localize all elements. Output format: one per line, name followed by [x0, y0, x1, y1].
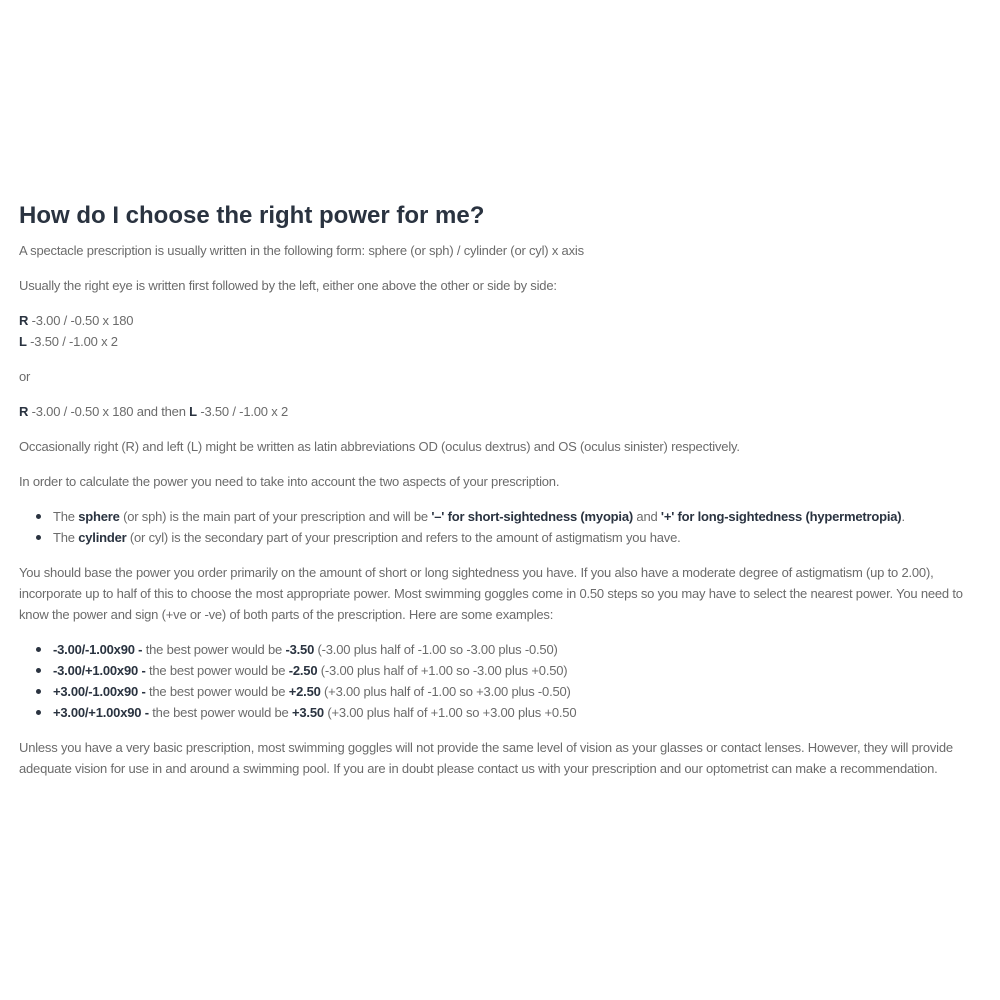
example-rx: -3.00/+1.00x90 -: [53, 663, 146, 678]
base-power-paragraph: You should base the power you order primarily on the amount of short or long sightedness you have. If you also have a moderate degree of astigmatism (up to 2.00), incorporate up to half of this to choose the most appropriate power. Most swimming goggles come in 0.50 steps so you may have to select the nearest power. You need to know the power and sign (+ve or -ve) of both parts of the prescription. Here are some examples:: [19, 565, 963, 622]
example-mid: the best power would be: [142, 642, 286, 657]
example-mid: the best power would be: [145, 663, 289, 678]
list-item-sphere: [53, 506, 994, 527]
list-item-example: [53, 639, 994, 660]
example-power: +2.50: [288, 684, 321, 699]
example-mid: the best power would be: [145, 684, 289, 699]
cylinder-rest: (or cyl) is the secondary part of your prescription and refers to the amount of astigmatism you have.: [126, 530, 681, 545]
sphere-plus: '+' for long-sightedness (hypermetropia): [660, 509, 902, 524]
closing-paragraph: Unless you have a very basic prescription, most swimming goggles will not provide the same level of vision as your glasses or contact lenses. However, they will provide adequate vision for use in and around a swimming pool. If you are in doubt please contact us with your prescription and our optometrist can make a recommendation.: [19, 740, 953, 776]
list-item-example: [53, 660, 994, 681]
cylinder-pre: The: [53, 530, 79, 545]
right-eye-first-paragraph: Usually the right eye is written first followed by the left, either one above the other or side by side:: [19, 278, 557, 293]
abbreviations-paragraph: Occasionally right (R) and left (L) might be written as latin abbreviations OD (oculus dextrus) and OS (oculus sinister) respectively.: [19, 439, 740, 454]
example-power: +3.50: [292, 705, 324, 720]
example-calc: (+3.00 plus half of +1.00 so +3.00 plus +0.50: [323, 705, 577, 720]
example-calc: (+3.00 plus half of -1.00 so +3.00 plus -0.50): [320, 684, 571, 699]
list-item-example: [53, 702, 994, 723]
example-calc: (-3.00 plus half of +1.00 so -3.00 plus +0.50): [317, 663, 568, 678]
sphere-end: .: [901, 509, 905, 524]
sphere-mid: (or sph) is the main part of your prescription and will be: [119, 509, 432, 524]
prescription-right-line: [19, 310, 994, 331]
inline-left-eye-value: -3.50 / -1.00 x 2: [196, 404, 288, 419]
sphere-pre: The: [53, 509, 79, 524]
sphere-term: sphere: [78, 509, 120, 524]
examples-list: [19, 639, 994, 723]
inline-left-eye-label: L: [189, 404, 197, 419]
aspects-list: [19, 506, 994, 548]
sphere-minus: '–' for short-sightedness (myopia): [431, 509, 633, 524]
or-separator: or: [19, 369, 31, 384]
example-power: -3.50: [285, 642, 315, 657]
sphere-and: and: [633, 509, 661, 524]
prescription-left-line: [19, 331, 994, 352]
page-title: How do I choose the right power for me?: [19, 202, 485, 229]
list-item-cylinder: [53, 527, 994, 548]
inline-right-eye-label: R: [19, 404, 29, 419]
left-eye-value: -3.50 / -1.00 x 2: [26, 334, 118, 349]
right-eye-value: -3.00 / -0.50 x 180: [28, 313, 134, 328]
intro-paragraph: A spectacle prescription is usually written in the following form: sphere (or sph) / cylinder (or cyl) x axis: [19, 243, 584, 258]
list-item-example: [53, 681, 994, 702]
article-content: [19, 200, 994, 793]
cylinder-term: cylinder: [78, 530, 127, 545]
example-rx: -3.00/-1.00x90 -: [53, 642, 143, 657]
right-eye-label: R: [19, 313, 29, 328]
left-eye-label: L: [19, 334, 27, 349]
example-calc: (-3.00 plus half of -1.00 so -3.00 plus -0.50): [314, 642, 558, 657]
prescription-example-stacked: [19, 310, 994, 352]
example-rx: +3.00/-1.00x90 -: [53, 684, 146, 699]
example-rx: +3.00/+1.00x90 -: [53, 705, 149, 720]
inline-right-eye-value: -3.00 / -0.50 x 180 and then: [28, 404, 190, 419]
calculate-paragraph: In order to calculate the power you need to take into account the two aspects of your prescription.: [19, 474, 560, 489]
prescription-example-inline: [19, 401, 994, 422]
example-power: -2.50: [288, 663, 318, 678]
example-mid: the best power would be: [148, 705, 292, 720]
